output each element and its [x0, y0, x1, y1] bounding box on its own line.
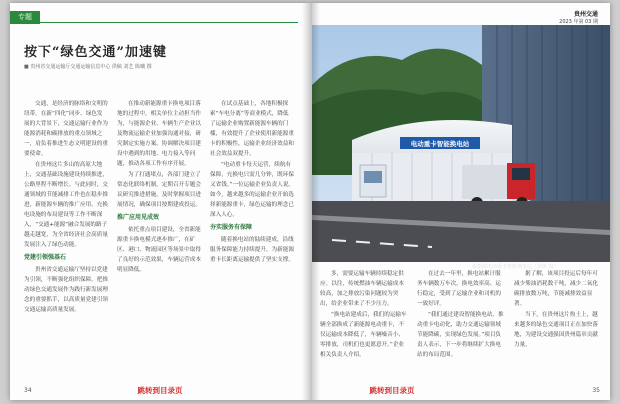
- jump-to-toc-button[interactable]: 跳转到目录页: [369, 386, 415, 395]
- text-column-2: [117, 99, 201, 374]
- paragraph: 多，需要运输车辆持续稳定供应。以往，传统燃油车辆运输成本较高，加之排放污染问题较为突出，给企业带来了不少压力。: [320, 271, 404, 307]
- paragraph: 在试点基础上，各地积极探索“车电分离”等商业模式，降低了运输企业购置新能源车辆的门槛，有效提升了企业使用新能源重卡的积极性，运输企业经济效益和社会效益双提升。: [210, 101, 294, 157]
- text-column-2: [417, 269, 505, 379]
- station-photo: [312, 25, 610, 270]
- text-column-1: [320, 269, 408, 379]
- paragraph: 依托重点项目建设，全省新能源重卡换电模式逐步推广，在矿区、港口、物流园区等场景中取得了良好的示范效果，车辆运营成本明显降低。: [117, 227, 201, 273]
- left-page: [10, 3, 308, 400]
- paragraph: 随着换电站的陆续建成，沿线服务保障能力持续提升，为新能源重卡长距离运输提供了坚实支撑。: [210, 237, 294, 263]
- article-title: 按下“绿色交通”加速键: [24, 45, 167, 60]
- left-text-columns: [24, 99, 294, 374]
- page-number: 34: [24, 387, 32, 394]
- section-rule: [40, 22, 298, 23]
- article-byline: ■ 贵州省交通运输厅交通运输信息中心 供稿 刘艺 陈曦 撰: [24, 64, 152, 70]
- photo-illustration: [312, 25, 610, 262]
- station-sign: 电动重卡智能换电站: [410, 140, 470, 148]
- paragraph: “我们通过建设智能换电站，推动重卡电动化，助力交通运输领域节能降碳，实现绿色发展。”项目负责人表示，下一步将继续扩大换电站的布局范围。: [417, 312, 504, 358]
- paragraph: 贵州省交通运输厅坚持以党建为引领，不断强化组织保障，把推动绿色交通发展作为践行新发展理念的重要抓手，以高质量党建引领交通运输高质量发展。: [24, 267, 108, 313]
- section-heading: 推广应用见成效: [117, 214, 160, 221]
- paragraph: “电动重卡每天运营，续航有保障，充换电只需几分钟，既环保又省钱。”一位运输企业负责人说。如今，越来越多的运输企业开始选择新能源重卡，绿色运输的理念已深入人心。: [210, 162, 295, 218]
- paragraph: 据了解，该项目投运后每年可减少柴油消耗数千吨，减少二氧化碳排放数万吨，节能减排效益显著。: [514, 271, 598, 307]
- text-column-1: [24, 99, 108, 374]
- text-column-3: [210, 99, 294, 374]
- photo-caption: 新能源电动重卡智能换电站（刘炼 摄）: [472, 264, 559, 270]
- section-heading: 党建引领强基石: [24, 254, 67, 261]
- paragraph: 交通，是经济的脉络和文明的纽带。在新“四化”同步、绿色发展的大背景下，交通运输行业作为能源消耗和碳排放的重点领域之一，肩负着推进生态文明建设的重要使命。: [24, 101, 108, 157]
- magazine-issue: 2023 年第 03 期: [559, 19, 598, 25]
- paragraph: 在推动新能源重卡换电项目落地的过程中，相关单位主动担当作为，与能源企业、车辆生产企业以及物流运输企业加强沟通对接，研究制定实施方案，协调解决项目建设中遇到的用地、电力接入等问题，推动各项工作有序开展。: [117, 101, 201, 167]
- paragraph: 为了打通堵点，各部门建立了常态化联络机制，定期召开专题会议研究推进措施，及时掌握项目进展情况，确保项目按期建成投运。: [117, 172, 201, 208]
- page-number: 35: [592, 387, 600, 394]
- right-text-columns: [320, 269, 602, 379]
- right-page: [312, 3, 610, 400]
- paragraph: 在过去一年里，换电站累计服务车辆数万车次，换电效率高、运行稳定，受到了运输企业和司机的一致好评。: [417, 271, 501, 307]
- section-heading: 夯实服务有保障: [210, 224, 253, 231]
- magazine-name: 贵州交通: [573, 11, 598, 18]
- section-tag: 专题: [10, 11, 40, 24]
- text-column-3: [514, 269, 602, 379]
- paragraph: “换电站建成后，我们的运输车辆全部换成了新能源电动重卡，不仅运输成本降低了，车辆噪音小、零排放，司机们也更愿意开。”企业相关负责人介绍。: [320, 312, 407, 358]
- paragraph: 当下，在贵州这片热土上，越来越多的绿色交通项目正在加快落地，为建设交通强国贵州篇章贡献力量。: [514, 312, 598, 348]
- jump-to-toc-button[interactable]: 跳转到目录页: [137, 386, 183, 395]
- paragraph: 在贵州这片多山的高原大地上，交通基础设施建设持续推进，公路里程不断增长。与此同时，交通领域的节能减排工作也在稳步推进，新能源车辆的推广应用、充换电设施的布局建设等工作不断深入，“交通+能源”融合发展的路子越走越宽，为全省经济社会高质量发展注入了绿色动能。: [24, 162, 108, 248]
- magazine-spread: [10, 3, 610, 400]
- magazine-header: [559, 11, 598, 26]
